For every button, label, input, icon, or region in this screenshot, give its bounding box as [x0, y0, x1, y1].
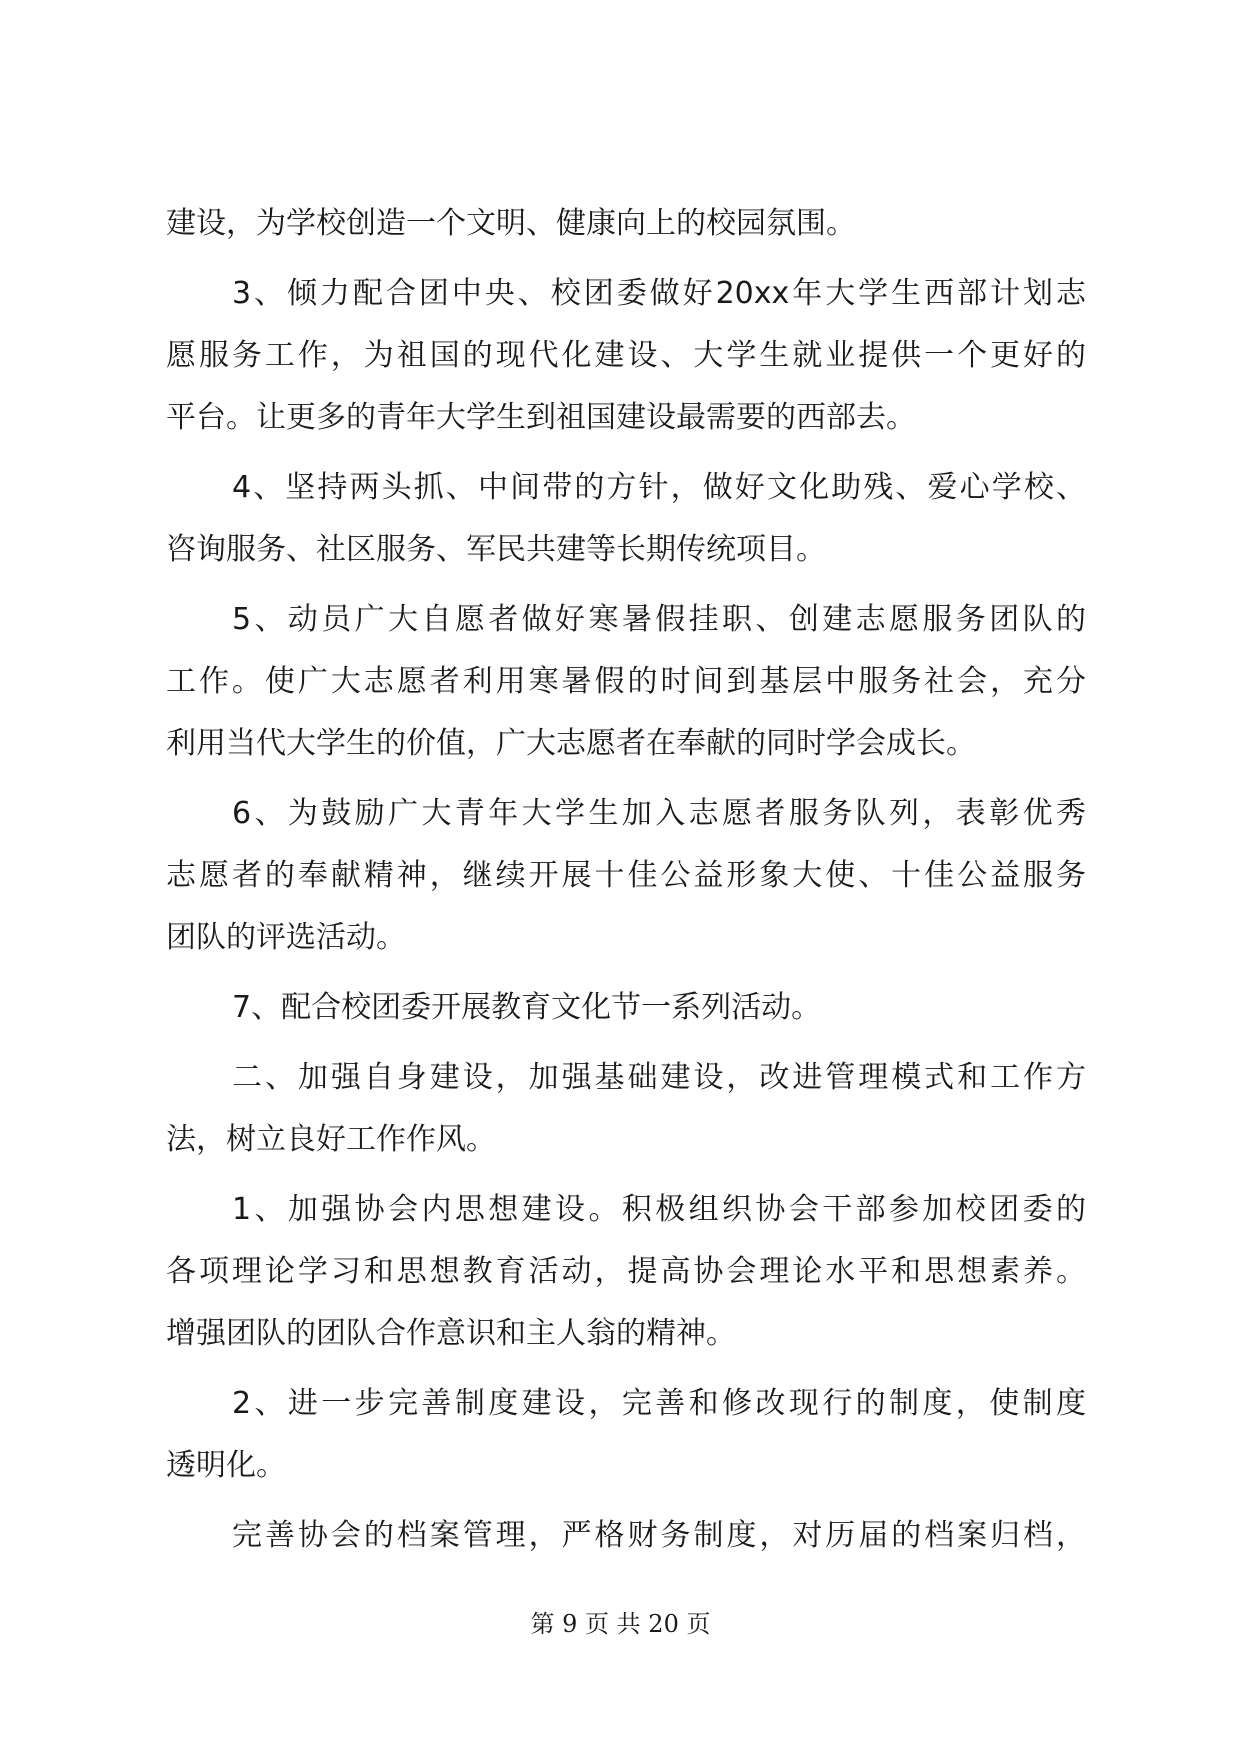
text-line: 4、坚持两头抓、中间带的方针，做好文化助残、爱心学校、 [232, 470, 1086, 505]
text-line: 完善协会的档案管理，严格财务制度，对历届的档案归档， [232, 1518, 1086, 1553]
text-line: 平台。让更多的青年大学生到祖国建设最需要的西部去。 [166, 400, 916, 435]
text-line: 愿服务工作，为祖国的现代化建设、大学生就业提供一个更好的 [166, 338, 1086, 373]
text-line: 3、倾力配合团中央、校团委做好20xx年大学生西部计划志 [232, 276, 1086, 311]
text-line: 各项理论学习和思想教育活动，提高协会理论水平和思想素养。 [166, 1254, 1086, 1289]
text-line: 二、加强自身建设，加强基础建设，改进管理模式和工作方 [232, 1060, 1086, 1095]
text-line: 团队的评选活动。 [166, 920, 406, 955]
text-line: 法，树立良好工作作风。 [166, 1122, 496, 1157]
text-line: 工作。使广大志愿者利用寒暑假的时间到基层中服务社会，充分 [166, 664, 1086, 699]
text-line: 咨询服务、社区服务、军民共建等长期传统项目。 [166, 532, 826, 567]
page-number-footer: 第 9 页 共 20 页 [530, 1610, 711, 1638]
text-line: 6、为鼓励广大青年大学生加入志愿者服务队列，表彰优秀 [232, 796, 1086, 831]
document-body [166, 193, 1086, 1567]
text-line: 建设，为学校创造一个文明、健康向上的校园氛围。 [166, 206, 856, 241]
text-line: 透明化。 [166, 1448, 286, 1483]
text-line: 2、进一步完善制度建设，完善和修改现行的制度，使制度 [232, 1386, 1086, 1421]
text-line: 7、配合校团委开展教育文化节一系列活动。 [232, 990, 822, 1025]
text-line: 利用当代大学生的价值，广大志愿者在奉献的同时学会成长。 [166, 726, 976, 761]
text-line: 1、加强协会内思想建设。积极组织协会干部参加校团委的 [232, 1192, 1086, 1227]
text-line: 志愿者的奉献精神，继续开展十佳公益形象大使、十佳公益服务 [166, 858, 1086, 893]
text-line: 5、动员广大自愿者做好寒暑假挂职、创建志愿服务团队的 [232, 602, 1086, 637]
text-line: 增强团队的团队合作意识和主人翁的精神。 [166, 1316, 736, 1351]
